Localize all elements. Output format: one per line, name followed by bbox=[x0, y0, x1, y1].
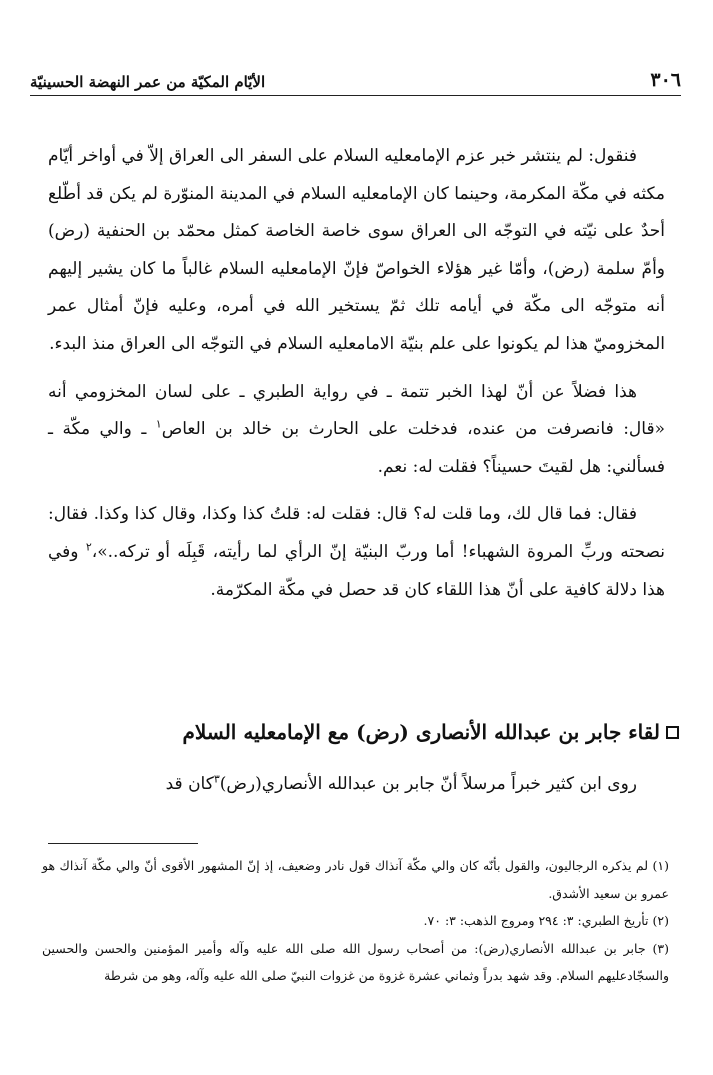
footnote-1: (١) لم يذكره الرجاليون، والقول بأنّه كان والي مكّة آنذاك قول نادر وضعيف، إذ إنّ المشهور الأقوى أنّ والي مكّة آنذاك هو عمرو بن سعيد الأشدق. bbox=[42, 858, 669, 901]
footnote-3: (٣) جابر بن عبدالله الأنصاري(رض): من أصحاب رسول الله صلى الله عليه وآله وأمير المؤمنين والحسن والحسين والسجّادعليهم السلام. وقد شهد بدراً وثماني عشرة غزوة من غزوات النبيّ صلى الله عليه وآله، وهو من شرطة bbox=[42, 940, 669, 983]
paragraph-2 bbox=[48, 374, 665, 487]
footnote-divider bbox=[48, 843, 198, 844]
section-paragraph-text-b: كان قد bbox=[165, 774, 214, 794]
section-paragraph bbox=[48, 766, 665, 803]
footnote-2: (٢) تأريخ الطبري: ٣: ٢٩٤ ومروج الذهب: ٣: ٧٠. bbox=[423, 913, 669, 928]
paragraph-1: فنقول: لم ينتشر خبر عزم الإمامعليه السلام على السفر الى العراق إلاّ في أواخر أيّام مكثه في مكّة المكرمة، وحينما كان الإمامعليه السلام في المدينة المنوّرة لم يكن قد أطّلع أحدٌ على نيّته في التوجّه الى العراق سوى خاصة الخاصة كمثل محمّد بن الحنفية (رض) وأمّ سلمة (رض)، وأمّا غير هؤلاء الخواصّ فإنّ الإمامعليه السلام غالباً ما كان يشير إليهم أنه متوجّه الى مكّة في أيامه تلك ثمّ يستخير الله في أمره، وعليه فإنّ أمثال عمر المخزوميّ هذا لم يكونوا على علم بنيّة الامامعليه السلام في التوجّه الى العراق منذ البدء. bbox=[48, 146, 665, 354]
main-text bbox=[48, 138, 665, 619]
page-header bbox=[30, 66, 681, 96]
paragraph-3-text-a: فقال: فما قال لك، وما قلت له؟ قال: فقلت له: قلتُ كذا وكذا، وقال كذا وكذا. فقال: نصحته وربِّ المروة الشهباء! أما وربّ البنيّة إنّ الرأي لما رأيته، قَبِلَه أو تركه..»، bbox=[48, 504, 665, 562]
paragraph-3 bbox=[48, 496, 665, 609]
paragraph-2-text-b: ـ والي مكّة ـ فسألني: هل لقيتَ حسيناً؟ فقلت له: نعم. bbox=[48, 419, 665, 477]
footnote-ref-2: ٢ bbox=[85, 540, 92, 554]
section-paragraph-text-a: روى ابن كثير خبراً مرسلاً أنّ جابر بن عبدالله الأنصاري(رض) bbox=[219, 774, 637, 794]
page-number: ٣٠٦ bbox=[650, 69, 681, 91]
running-title: الأيّام المكيّة من عمر النهضة الحسينيّة bbox=[30, 73, 266, 91]
paragraph-2-text-a: هذا فضلاً عن أنّ لهذا الخبر تتمة ـ في رواية الطبري ـ على لسان المخزومي أنه «قال: فانصرفت من عنده، فدخلت على الحارث بن خالد بن العاص bbox=[48, 381, 665, 440]
footnotes bbox=[42, 852, 669, 990]
footnote-ref-3: ٣ bbox=[213, 772, 220, 786]
section-heading-text: لقاء جابر بن عبدالله الأنصارى (رض) مع الإمامعليه السلام bbox=[182, 720, 660, 744]
paragraph-3-text-b: وفي هذا دلالة كافية على أنّ هذا اللقاء كان قد حصل في مكّة المكرّمة. bbox=[48, 541, 665, 600]
section-heading bbox=[48, 720, 679, 744]
square-bullet-icon bbox=[666, 726, 679, 739]
footnote-ref-1: ١ bbox=[155, 417, 162, 431]
